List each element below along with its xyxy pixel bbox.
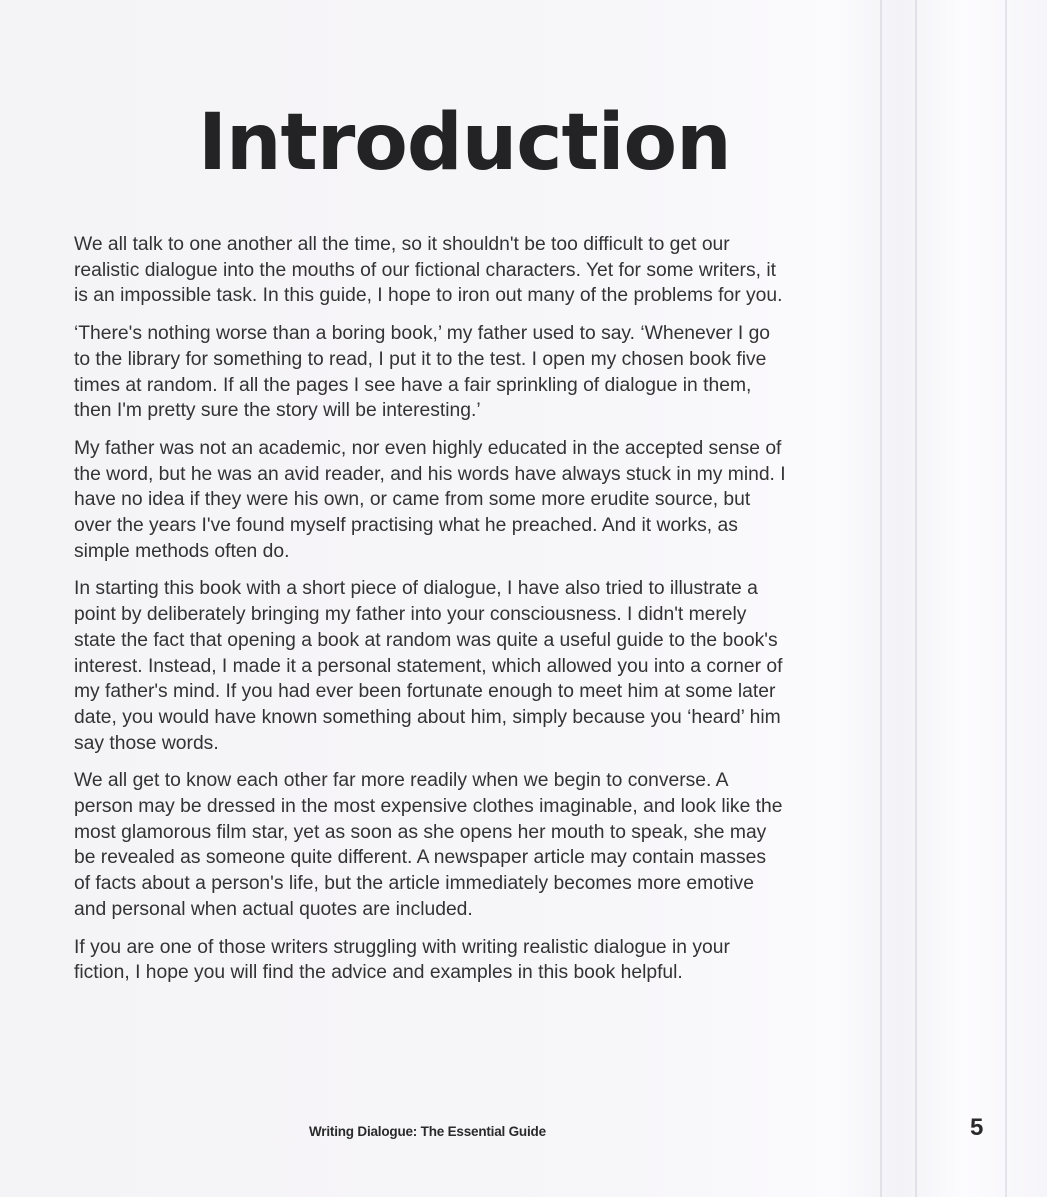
paragraph: ‘There's nothing worse than a boring book,’ my father used to say. ‘Whenever I go to the library for something to read, I put it to the test. I open my chosen book five times at random. If all the pages I see have a fair sprinkling of dialogue in them, then I'm pretty sure the story will be interesting.’ <box>74 323 771 422</box>
page-edge-shadow <box>1005 0 1007 1197</box>
running-footer-title: Writing Dialogue: The Essential Guide <box>309 1124 546 1139</box>
body-text <box>74 232 786 998</box>
paragraph: We all talk to one another all the time, so it shouldn't be too difficult to get our realistic dialogue into the mouths of our fictional characters. Yet for some writers, it is an impossible task. In this guide, I hope to iron out many of the problems for you. <box>74 234 783 307</box>
page-edge-shadow <box>915 0 917 1197</box>
page-edge-shadow <box>880 0 882 1197</box>
paragraph: If you are one of those writers struggling with writing realistic dialogue in your fiction, I hope you will find the advice and examples in this book helpful. <box>74 936 730 984</box>
page-number: 5 <box>970 1114 984 1141</box>
paragraph: My father was not an academic, nor even highly educated in the accepted sense of the word, but he was an avid reader, and his words have always stuck in my mind. I have no idea if they were his own, or came from some more erudite source, but over the years I've found myself practising what he preached. And it works, as simple methods often do. <box>74 437 786 562</box>
paragraph: In starting this book with a short piece of dialogue, I have also tried to illustrate a point by deliberately bringing my father into your consciousness. I didn't merely state the fact that opening a book at random was quite a useful guide to the book's interest. Instead, I made it a personal statement, which allowed you into a corner of my father's mind. If you had ever been fortunate enough to meet him at some later date, you would have known something about him, simply because you ‘heard’ him say those words. <box>74 578 783 754</box>
paragraph: We all get to know each other far more readily when we begin to converse. A person may be dressed in the most expensive clothes imaginable, and look like the most glamorous film star, yet as soon as she opens her mouth to speak, she may be revealed as someone quite different. A newspaper article may contain masses of facts about a person's life, but the article immediately becomes more emotive and personal when actual quotes are included. <box>74 770 783 920</box>
page-title: Introduction <box>198 98 731 188</box>
